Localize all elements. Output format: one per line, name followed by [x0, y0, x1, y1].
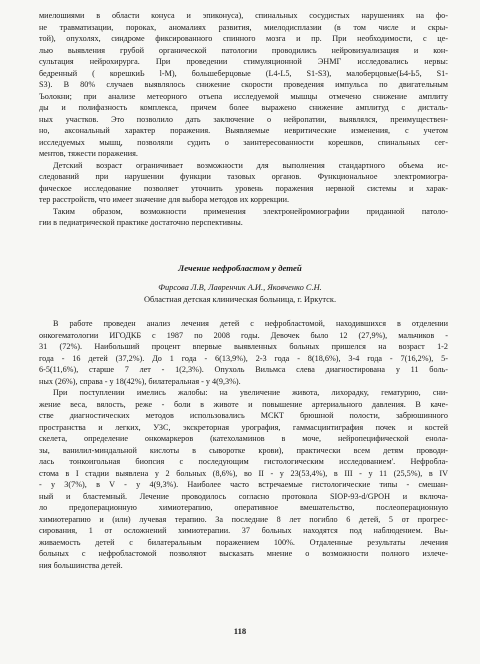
text-line: лью выявления грубой органической патологии проводились нейровизуализация и кон- [39, 45, 448, 55]
text-line: При поступлении имелись жалобы: на увеличение живота, лихорадку, гематурию, сни- [53, 388, 448, 397]
text-line: - у 3(7%), в V - у 4(9,3%). Наиболее часто встречаемые гистологические типы - смешан- [39, 480, 448, 489]
text-line: миелошиями в области конуса и эпиконуса), спинальных сосудистых нарушениях на фо- [39, 11, 448, 20]
text-line: ментов, тяжести поражения. [39, 149, 138, 158]
text-line: Детский возраст ограничивает возможности для выполнения стандартного объема ис- [53, 160, 448, 170]
text-line: скелета, определение онкомаркеров (катехоламинов в моче, нейропецифической енола- [39, 434, 448, 443]
text-line: следований при нарушении функции тазовых органов. Функциональное электромиогра- [39, 172, 448, 181]
text-line: не травматизации, пороках, аномалиях развития, миелодисплазии (в том числе и скры- [39, 22, 448, 32]
page-number: 118 [233, 626, 247, 636]
text-line: ло предоперационную химиотерапию, оперативное вмешательство, послеоперационную [39, 503, 448, 512]
text-line: стома в I стадии выявлена у 2 больных (8,6%), во II - у 23(53,4%), в III - у 11 (25,5%), в IV [39, 468, 448, 478]
text-line: S3). В 80% случаев выявлялось снижение скорости проведения импульса по двигательным [39, 80, 448, 89]
article-body [39, 318, 448, 571]
text-line: сультация нейрохирурга. При проведении стимуляционной ЭНМГ исследовались нервы: [39, 57, 448, 66]
text-line: Ъолокни; при анализе метеорного отъепа исследуемой мышцы отмечено снижение амплиту [39, 91, 448, 101]
text-line: бедренный ( корешкиЬ l-M), большеберцовые (L4-L5, S1-S3), малоберцовые(Ь4-Ь5, S1- [39, 68, 448, 78]
text-line: года - 16 детей (37,2%). До 1 года - 6(13,9%), 2-3 года - 8(18,6%), 3-4 года - 7(16,2%), 5- [39, 353, 448, 363]
text-line: зы, ванилил-миндальной кислоты в сыворотке крови), практически всем детям проводи- [39, 445, 448, 455]
text-line: стве диагностических методов использовались МСКТ брюшной полости, забрюшинного [39, 411, 448, 420]
text-line: онкогематологии ИГОДКБ с 1987 по 2008 годы. Девочек было 12 (27,9%), мальчиков - [39, 330, 448, 340]
text-line: но, аксональный характер поражения. Выявляемые невритические изменения, с учетом [39, 126, 448, 135]
text-line: ния большинства детей. [39, 560, 123, 570]
text-line: ный и бластемный. Лечение проводилось согласно протокола SIOP-93-d/GPOH и включа- [39, 491, 448, 501]
text-line: гии в педиатрической практике достаточно перспективны. [39, 218, 243, 227]
text-line: В работе проведен анализ лечения детей с нефробластомой, находившихся в отделении [53, 319, 448, 328]
text-line: исследуемых мышц, позволяли судить о заинтересованности корешков, спинальных сег- [39, 137, 448, 147]
text-line: фическое исследование позволяет уточнить уровень поражения нервной системы и харак- [39, 183, 448, 193]
text-line: той), опухолях, синдроме фиксированного спинного мозга и пр. При необходимости, с це- [39, 34, 448, 43]
article-authors: Фирсова Л.В, Лавренчик А.И., Яковченко С.Н. [158, 283, 322, 292]
text-line: жение веса, вялость, реже - боли в животе и повышение артериального давления. В каче- [39, 399, 448, 409]
article-affiliation: Областная детская клиническая больница, г. Иркутск. [143, 295, 337, 304]
text-line: тер расстройств, что имеет значение для выбора методов их коррекции. [39, 195, 290, 204]
text-line: ных участков. Это позволило дать заключение о нейропатии, выявлялся, преимуществен- [39, 114, 448, 124]
text-line: лась тонкоигольная биопсия с последующим гистологическим исследованием'. Нефробла- [39, 457, 448, 466]
article-title: Лечение нефробластом у детей [178, 263, 302, 273]
text-line: пространства и легких, УЗС, экскреторная урография, гаммасцинтиграфия почек и костей [39, 422, 448, 432]
text-line: сирования, 1 от осложнений химиотерапии. 37 больных находятся под наблюдением. Вы- [39, 526, 448, 535]
continued-text-section [39, 10, 448, 229]
text-line: 31 (72%). Наибольший процент впервые выявленных больных пришелся на возраст 1-2 [39, 342, 448, 351]
text-line: ных (26%), справа - у 18(42%), билатеральная - у 4(9,3%). [39, 376, 241, 386]
text-line: химиотерапию и (или) лучевая терапию. За последние 8 лет погибло 6 детей, 5 от прогрес- [39, 514, 448, 524]
text-line: живаемость детей с билатеральным поражением 100%. Отдаленные результаты лечения [39, 537, 448, 547]
text-line: 6-5(11,6%), старше 7 лет - 1(2,3%). Опухоль Вильмса слева диагностирована у 11 боль- [39, 365, 448, 374]
text-line: больных с нефробластомой позволяют высказать мнение о возможности полного излече- [39, 549, 448, 558]
text-line: Таким образом, возможности применения электронейромиографии приданной патоло- [53, 206, 448, 216]
text-line: ды и полифазность комплекса, причем более выражено снижение амплитуд с дисталь- [39, 103, 448, 112]
